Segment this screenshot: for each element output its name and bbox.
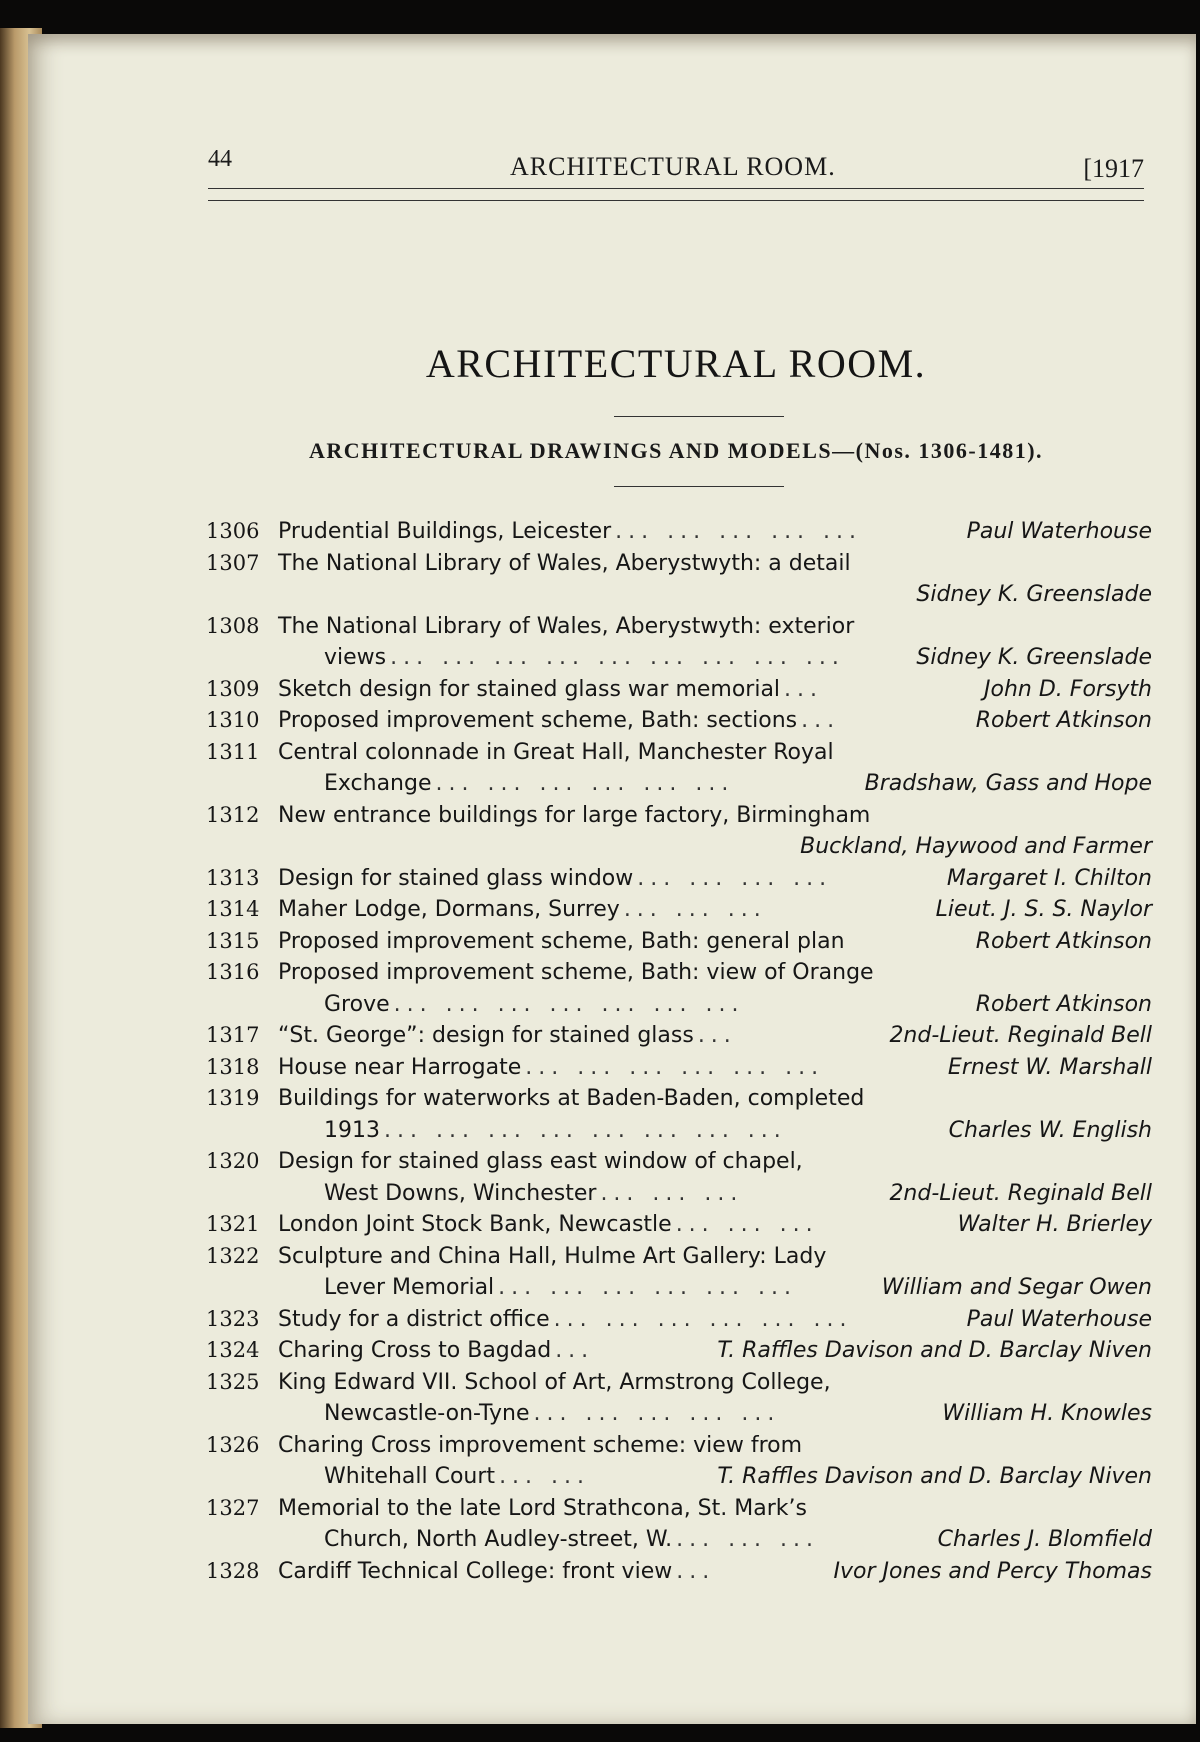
entry-title: [278, 1335, 594, 1367]
entry-line: [206, 1430, 1152, 1462]
entry-title: [324, 1461, 590, 1493]
catalogue-entry: [206, 1556, 1152, 1588]
entry-artist: William H. Knowles: [942, 1401, 1152, 1426]
entry-artist: Lieut. J. S. S. Naylor: [935, 897, 1152, 922]
entry-artist: 2nd-Lieut. Reginald Bell: [889, 1180, 1152, 1206]
catalogue-entry: [206, 800, 1152, 863]
catalogue-entry: [206, 1083, 1152, 1146]
dot-leader: ...: [801, 708, 841, 733]
entry-title: [278, 516, 862, 548]
entry-title-text: Whitehall Court: [324, 1464, 496, 1489]
entry-artist: Robert Atkinson: [975, 928, 1152, 954]
entry-title-text: Design for stained glass east window of chapel,: [278, 1149, 803, 1174]
entry-title: [324, 768, 734, 800]
entry-title: [278, 1493, 811, 1525]
header-rule: [208, 188, 1144, 189]
entry-title: [324, 642, 845, 674]
entry-line: [206, 1146, 1152, 1178]
entry-line: [206, 1209, 1152, 1241]
entry-title: [278, 1146, 807, 1178]
entry-artist: Ernest W. Marshall: [947, 1054, 1152, 1080]
catalogue-entry: [206, 1020, 1152, 1052]
entry-line: [206, 611, 1152, 643]
dot-leader: ... ... ...: [676, 1527, 820, 1552]
dot-leader: ... ... ... ... ...: [533, 1401, 781, 1426]
entry-artist: Bradshaw, Gass and Hope: [864, 771, 1152, 796]
entry-artist: Sidney K. Greenslade: [916, 645, 1152, 670]
entry-line: [206, 1178, 1152, 1210]
catalogue-entry: [206, 548, 1152, 611]
entry-line: [206, 926, 1152, 958]
entry-number: 1323: [206, 1306, 260, 1331]
entry-title: [324, 1524, 819, 1556]
entry-title-text: King Edward VII. School of Art, Armstrong College,: [278, 1369, 831, 1395]
entry-line: [206, 863, 1152, 895]
catalogue-entry: [206, 894, 1152, 926]
dot-leader: ... ... ... ... ...: [615, 519, 863, 544]
entry-artist: Ivor Jones and Percy Thomas: [833, 1558, 1152, 1584]
entry-artist: Walter H. Brierley: [957, 1212, 1152, 1237]
entry-title: [278, 1241, 830, 1273]
entry-number: 1310: [206, 708, 260, 732]
dot-leader: ... ... ... ... ... ...: [525, 1054, 825, 1080]
entry-title-text: “St. George”: design for stained glass: [278, 1023, 694, 1048]
entry-number: 1307: [206, 550, 260, 575]
running-title: ARCHITECTURAL ROOM.: [510, 152, 836, 181]
entry-line: [206, 957, 1152, 989]
entry-artist: 2nd-Lieut. Reginald Bell: [889, 1023, 1152, 1048]
entry-number: 1326: [206, 1432, 260, 1457]
entry-line: [206, 1304, 1152, 1336]
entry-number: 1328: [206, 1558, 260, 1583]
entry-artist: Charles J. Blomfield: [937, 1527, 1152, 1552]
dot-leader: ... ... ... ... ... ...: [498, 1275, 797, 1300]
entry-line: [206, 1115, 1152, 1147]
entry-title-text: Grove: [324, 991, 390, 1017]
entry-title-text: Central colonnade in Great Hall, Manchester Royal: [278, 739, 834, 765]
entry-title: [278, 1083, 868, 1115]
entry-title: [278, 1430, 806, 1462]
catalogue-entry: [206, 1241, 1152, 1304]
entry-line: [206, 705, 1152, 737]
entry-artist: Paul Waterhouse: [966, 519, 1152, 544]
dot-leader: ... ... ... ... ... ... ... ...: [384, 1117, 787, 1143]
section-subtitle: ARCHITECTURAL DRAWINGS AND MODELS—(Nos. 1306-1481).: [308, 438, 1044, 463]
catalogue-entry: [206, 957, 1152, 1020]
entry-line: [206, 1461, 1152, 1493]
catalogue-entry: [206, 1335, 1152, 1367]
entry-title: [278, 1020, 737, 1052]
entry-title-text: Memorial to the late Lord Strathcona, St. Mark’s: [278, 1495, 807, 1521]
entry-line: [206, 1493, 1152, 1525]
entry-artist: John D. Forsyth: [984, 676, 1152, 702]
entry-number: 1327: [206, 1495, 260, 1520]
entry-title-text: Study for a district office: [278, 1306, 550, 1332]
entry-number: 1308: [206, 613, 260, 638]
entry-artist: William and Segar Owen: [881, 1275, 1152, 1300]
entry-title-text: Church, North Audley-street, W.: [324, 1527, 673, 1552]
dot-leader: ...: [697, 1023, 737, 1048]
dot-leader: ... ... ... ... ... ... ...: [393, 991, 745, 1017]
catalogue-entry: [206, 926, 1152, 958]
entry-artist: Margaret I. Chilton: [946, 865, 1152, 891]
running-head: [206, 146, 1146, 186]
entry-title: [278, 863, 832, 895]
dot-leader: ... ... ... ... ... ... ... ... ...: [390, 645, 845, 670]
entry-line: [206, 737, 1152, 769]
entry-title-text: Cardiff Technical College: front view: [278, 1558, 673, 1584]
entry-artist: Paul Waterhouse: [966, 1306, 1152, 1332]
catalogue-entry: [206, 516, 1152, 548]
entry-artist: Charles W. English: [948, 1117, 1152, 1143]
entry-title-text: The National Library of Wales, Aberystwyth: exterior: [278, 613, 855, 639]
dot-leader: ... ... ... ... ... ...: [553, 1306, 853, 1332]
catalogue-entry: [206, 1304, 1152, 1336]
dot-leader: ... ... ...: [600, 1180, 744, 1206]
entry-line: [206, 548, 1152, 580]
entry-title-text: Charing Cross to Bagdad: [278, 1338, 552, 1363]
entry-title: [324, 1115, 787, 1147]
entry-line: [206, 1335, 1152, 1367]
catalogue-entry: [206, 1209, 1152, 1241]
entry-title: [324, 1272, 797, 1304]
dot-leader: ... ...: [499, 1464, 591, 1489]
entry-title: [324, 1398, 780, 1430]
entry-title-text: Proposed improvement scheme, Bath: general plan: [278, 928, 845, 954]
entry-line: [206, 1020, 1152, 1052]
header-rule-double: [208, 200, 1144, 201]
entry-line: [206, 1556, 1152, 1588]
entry-line: [206, 1083, 1152, 1115]
entry-title-text: West Downs, Winchester: [324, 1180, 597, 1206]
entry-title: [278, 705, 840, 737]
catalogue-entry: [206, 1493, 1152, 1556]
entry-line: [206, 516, 1152, 548]
entry-line: [206, 831, 1152, 863]
dot-leader: ... ... ...: [675, 1212, 819, 1237]
entry-title: [278, 1052, 824, 1084]
entry-title-text: Lever Memorial: [324, 1275, 495, 1300]
entry-title: [278, 800, 874, 832]
entry-title: [324, 831, 328, 863]
catalogue-entry: [206, 705, 1152, 737]
entry-number: 1314: [206, 897, 260, 921]
subtitle-rule: [614, 486, 784, 487]
entry-title-text: Maher Lodge, Dormans, Surrey: [278, 897, 620, 922]
entry-title-text: 1913: [324, 1117, 380, 1143]
title-rule: [614, 416, 784, 417]
entry-artist: Robert Atkinson: [975, 991, 1152, 1017]
entry-artist: T. Raffles Davison and D. Barclay Niven: [717, 1464, 1152, 1489]
entry-title: [278, 926, 849, 958]
entry-title: [278, 1556, 715, 1588]
catalogue-entry: [206, 1430, 1152, 1493]
entry-artist: Buckland, Haywood and Farmer: [800, 834, 1152, 859]
entry-line: [206, 1367, 1152, 1399]
entry-title: [278, 737, 838, 769]
entry-number: 1320: [206, 1149, 260, 1173]
entry-title-text: New entrance buildings for large factory, Birmingham: [278, 802, 871, 828]
header-year: [1917: [1083, 154, 1144, 183]
entry-title-text: Sketch design for stained glass war memorial: [278, 676, 781, 702]
entry-number: 1306: [206, 519, 260, 543]
entry-line: [206, 1524, 1152, 1556]
entry-title-text: Buildings for waterworks at Baden-Baden, completed: [278, 1086, 865, 1111]
entry-title-text: Charing Cross improvement scheme: view from: [278, 1432, 803, 1458]
entry-title: [278, 1209, 819, 1241]
entry-artist: Robert Atkinson: [975, 708, 1152, 733]
dot-leader: ...: [555, 1338, 595, 1363]
catalogue-entry: [206, 737, 1152, 800]
entry-number: 1312: [206, 802, 260, 827]
catalogue-entry: [206, 863, 1152, 895]
entry-title-text: House near Harrogate: [278, 1054, 522, 1080]
page-number: 44: [208, 146, 232, 172]
entry-title-text: Proposed improvement scheme, Bath: sections: [278, 708, 798, 733]
entry-line: [206, 674, 1152, 706]
entry-title: [324, 1178, 743, 1210]
entry-number: 1315: [206, 928, 260, 953]
entry-title-text: views: [324, 645, 387, 670]
entry-number: 1321: [206, 1212, 260, 1236]
entry-number: 1311: [206, 739, 260, 764]
entry-title-text: London Joint Stock Bank, Newcastle: [278, 1212, 672, 1237]
entry-number: 1324: [206, 1338, 260, 1362]
entry-number: 1325: [206, 1369, 260, 1394]
entry-number: 1317: [206, 1023, 260, 1047]
entry-line: [206, 989, 1152, 1021]
catalogue-entry: [206, 611, 1152, 674]
entry-number: 1318: [206, 1054, 260, 1079]
entry-line: [206, 800, 1152, 832]
catalogue-entry: [206, 674, 1152, 706]
entry-title-text: Prudential Buildings, Leicester: [278, 519, 612, 544]
entry-number: 1313: [206, 865, 260, 890]
entry-title: [278, 1304, 852, 1336]
entry-title: [278, 1367, 835, 1399]
dot-leader: ...: [784, 676, 824, 702]
entry-line: [206, 642, 1152, 674]
entry-line: [206, 1398, 1152, 1430]
dot-leader: ... ... ...: [623, 897, 767, 922]
entry-number: 1316: [206, 960, 260, 984]
entry-title: [278, 548, 855, 580]
entry-title: [324, 579, 328, 611]
dot-leader: ... ... ... ... ... ...: [435, 771, 735, 796]
entry-title-text: Sculpture and China Hall, Hulme Art Gallery: Lady: [278, 1243, 827, 1269]
entry-line: [206, 894, 1152, 926]
catalogue-list: [206, 516, 1152, 1587]
entry-title-text: Newcastle-on-Tyne: [324, 1401, 530, 1426]
entry-title-text: Exchange: [324, 771, 432, 796]
page-title: ARCHITECTURAL ROOM.: [425, 341, 927, 386]
catalogue-entry: [206, 1367, 1152, 1430]
entry-line: [206, 768, 1152, 800]
entry-title: [278, 674, 823, 706]
dot-leader: ...: [676, 1558, 716, 1584]
entry-title: [278, 894, 767, 926]
entry-line: [206, 579, 1152, 611]
entry-line: [206, 1241, 1152, 1273]
entry-title-text: Design for stained glass window: [278, 865, 634, 891]
entry-title: [324, 989, 744, 1021]
catalogue-entry: [206, 1146, 1152, 1209]
dot-leader: ... ... ... ...: [637, 865, 833, 891]
entry-title: [278, 611, 858, 643]
entry-title-text: Proposed improvement scheme, Bath: view of Orange: [278, 960, 874, 985]
entry-number: 1319: [206, 1086, 260, 1110]
entry-title: [278, 957, 878, 989]
entry-artist: Sidney K. Greenslade: [916, 582, 1152, 607]
catalogue-entry: [206, 1052, 1152, 1084]
entry-line: [206, 1272, 1152, 1304]
entry-title-text: The National Library of Wales, Aberystwyth: a detail: [278, 550, 851, 576]
entry-number: 1322: [206, 1243, 260, 1268]
entry-line: [206, 1052, 1152, 1084]
entry-artist: T. Raffles Davison and D. Barclay Niven: [717, 1338, 1152, 1363]
entry-number: 1309: [206, 676, 260, 701]
